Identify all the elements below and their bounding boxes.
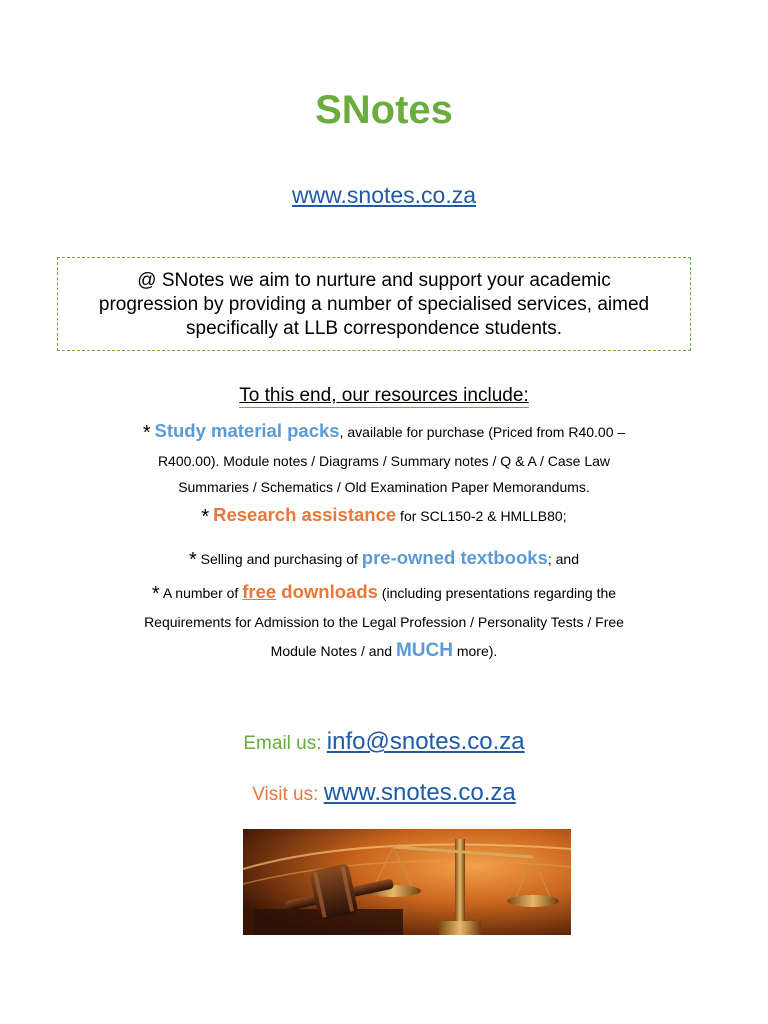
mission-box (57, 257, 691, 351)
email-label: Email us: (243, 733, 327, 754)
free-highlight: free (242, 581, 277, 602)
mission-line-3: specifically at LLB correspondence students. (186, 318, 562, 339)
resource-item-study-packs (0, 420, 768, 445)
bullet-star: * (151, 583, 160, 605)
downloads-highlight: downloads (276, 581, 378, 602)
bullet-star: * (142, 422, 151, 444)
downloads-line-2: Requirements for Admission to the Legal Profession / Personality Tests / Free (144, 614, 624, 630)
email-row (0, 728, 768, 756)
mission-line-2: progression by providing a number of specialised services, aimed (98, 294, 650, 315)
resources-intro-text: To this end, our resources include: (239, 385, 529, 406)
study-packs-line-2: R400.00). Module notes / Diagrams / Summary notes / Q & A / Case Law (157, 453, 611, 469)
textbooks-text-a: Selling and purchasing of (196, 551, 362, 567)
downloads-line-3 (0, 640, 768, 662)
research-text: for SCL150-2 & HMLLB80; (396, 508, 567, 524)
gavel-and-scales-photo (243, 829, 571, 935)
visit-link[interactable]: www.snotes.co.za (323, 779, 516, 806)
resource-item-textbooks (0, 547, 768, 572)
study-packs-text-a: , available for purchase (Priced from R40.00 – (339, 424, 626, 440)
gavel-and-scales-illustration (243, 829, 571, 935)
downloads-text-e: more). (452, 643, 498, 659)
textbooks-highlight: pre-owned textbooks (361, 547, 548, 568)
downloads-text-a: A number of (159, 585, 243, 601)
resource-item-research (0, 504, 768, 529)
bullet-star: * (201, 506, 210, 528)
much-highlight: MUCH (395, 640, 453, 661)
visit-label: Visit us: (252, 784, 324, 805)
downloads-text-b: (including presentations regarding the (377, 585, 617, 601)
website-link-text[interactable]: www.snotes.co.za (291, 182, 477, 208)
study-packs-line-3: Summaries / Schematics / Old Examination Paper Memorandums. (178, 479, 590, 495)
resource-item-downloads (0, 581, 768, 606)
bullet-star: * (189, 549, 197, 571)
email-link[interactable]: info@snotes.co.za (326, 728, 525, 755)
mission-line-1: @ SNotes we aim to nurture and support your academic (137, 270, 611, 291)
page-title: SNotes (315, 88, 453, 132)
visit-row (0, 779, 768, 807)
textbooks-text-b: ; and (547, 551, 579, 567)
research-highlight: Research assistance (213, 504, 397, 525)
website-link-top[interactable] (0, 182, 768, 209)
study-packs-highlight: Study material packs (154, 420, 340, 441)
downloads-text-d: Module Notes / and (270, 643, 396, 659)
resources-intro (0, 385, 768, 407)
